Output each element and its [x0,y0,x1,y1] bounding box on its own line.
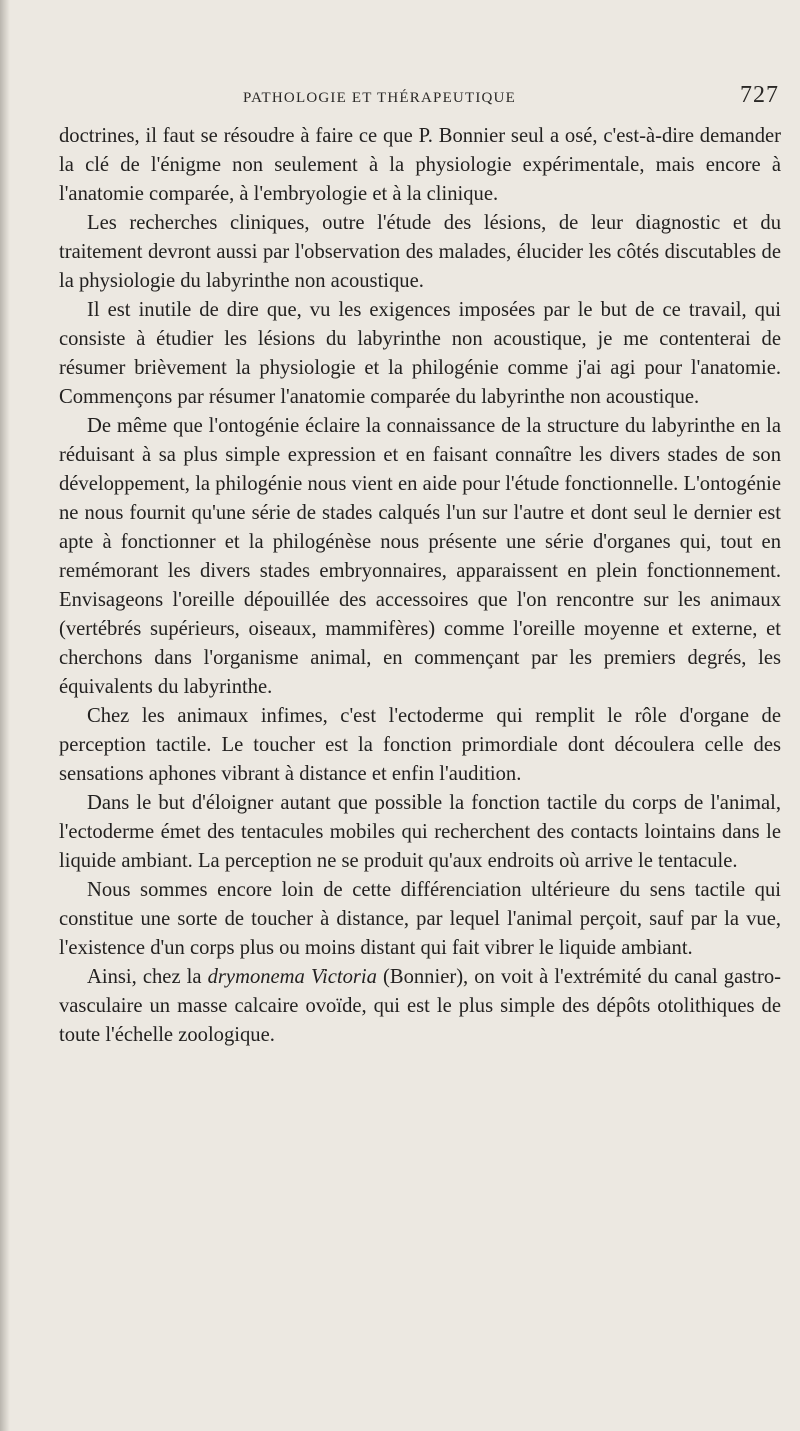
paragraph-fonction-tactile: Dans le but d'éloigner autant que possible la fonction tactile du corps de l'animal, l'ectoderme émet des tentacules mobiles qui recherchent des contacts lointains dans le liquide ambiant. La perception ne se produit qu'aux endroits où arrive le tentacule. [59,792,781,872]
paragraph-animaux-infimes: Chez les animaux infimes, c'est l'ectoderme qui remplit le rôle d'organe de perception tactile. Le toucher est la fonction primordiale dont découlera celle des sensations aphones vibrant à distance et enfin l'audition. [59,705,781,785]
paragraph-differenciation: Nous sommes encore loin de cette différenciation ultérieure du sens tactile qui constitue une sorte de toucher à distance, par lequel l'animal perçoit, sauf par la vue, l'existence d'un corps plus ou moins distant qui fait vibrer le liquide ambiant. [59,879,781,959]
running-title: PATHOLOGIE ET THÉRAPEUTIQUE [243,90,516,106]
paragraph-inutile: Il est inutile de dire que, vu les exigences imposées par le but de ce travail, qui consiste à étudier les lésions du labyrinthe non acoustique, je me contenterai de résumer brièvement la physiologie et la philogénie comme j'ai agi pour l'anatomie. Commençons par résumer l'anatomie comparée du labyrinthe non acoustique. [59,299,781,408]
paragraph-doctrines: doctrines, il faut se résoudre à faire ce que P. Bonnier seul a osé, c'est-à-dire demander la clé de l'énigme non seulement à la physiologie expérimentale, mais encore à l'anatomie comparée, à l'embryologie et à la clinique. [59,125,781,205]
page-number: 727 [740,82,779,108]
book-page [59,0,781,1431]
paragraph-recherches-cliniques: Les recherches cliniques, outre l'étude des lésions, de leur diagnostic et du traitement devront aussi par l'observation des malades, élucider les côtés discutables de la physiologie du labyrinthe non acoustique. [59,212,781,292]
body-text [59,122,781,1050]
page-edge-shadow [0,0,10,1431]
paragraph-drymonema-rest: (Bonnier), on voit à l'extrémité du canal gastro-vasculaire un masse calcaire ovoïde, qui est le plus simple des dépôts otolithiques de toute l'échelle zoologique. [59,966,781,1046]
paragraph-drymonema [59,963,781,1050]
paragraph-drymonema-intro: Ainsi, chez la [87,966,208,988]
page-header [59,78,781,118]
paragraph-ontogenie: De même que l'ontogénie éclaire la connaissance de la structure du labyrinthe en la réduisant à sa plus simple expression et en faisant connaître les divers stades de son développement, la philogénie nous vient en aide pour l'étude fonctionnelle. L'ontogénie ne nous fournit qu'une série de stades calqués l'un sur l'autre et dont seul le dernier est apte à fonctionner et la philogénèse nous présente une série d'organes qui, tout en remémorant les divers stades embryonnaires, apparaissent en plein fonctionnement. Envisageons l'oreille dépouillée des accessoires que l'on rencontre sur les animaux (vertébrés supérieurs, oiseaux, mammifères) comme l'oreille moyenne et externe, et cherchons dans l'organisme animal, en commençant par les premiers degrés, les équivalents du labyrinthe. [59,415,781,698]
species-name: drymonema Victoria [207,966,377,988]
